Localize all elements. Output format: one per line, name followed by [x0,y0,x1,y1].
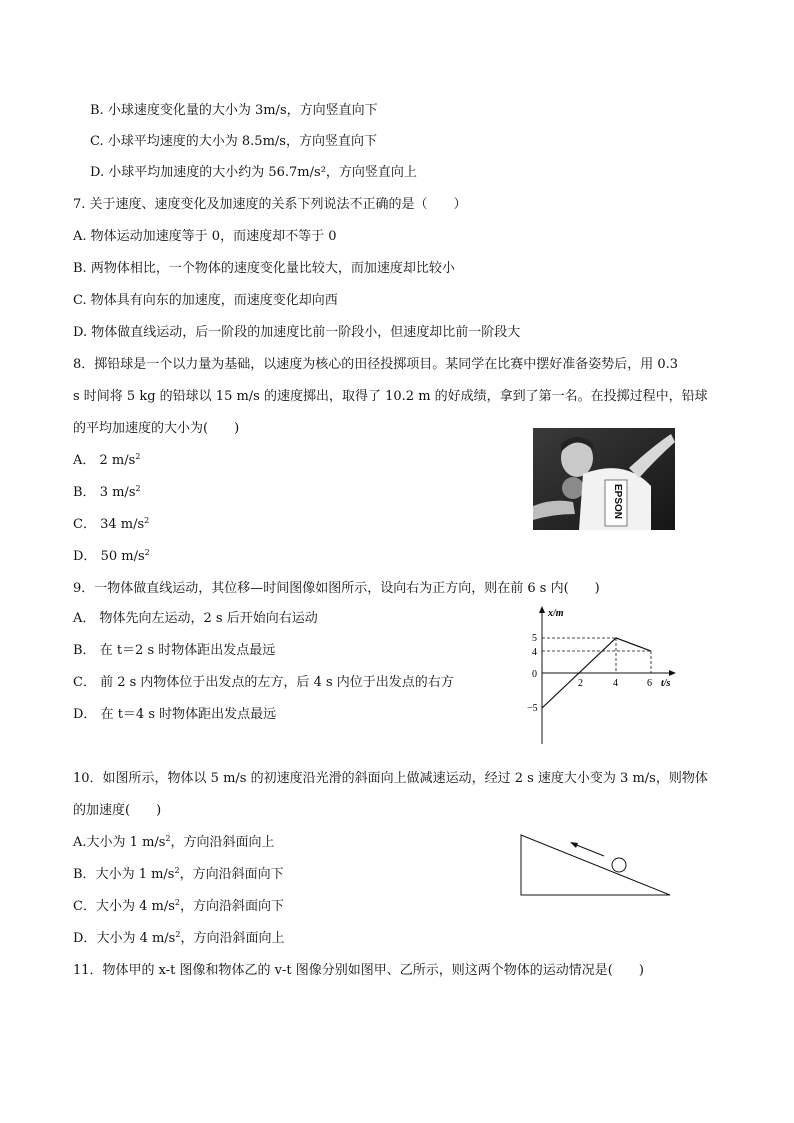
xt-graph [520,604,692,748]
q10-stem-line-1: 10．如图所示，物体以 5 m/s 的初速度沿光滑的斜面向上做减速运动，经过 2 s 速度大小变为 3 m/s，则物体 [73,771,708,786]
xt-graph-svg [520,604,692,748]
q7-stem: 7. 关于速度、速度变化及加速度的关系下列说法不正确的是（ ） [73,197,467,212]
option-text-post: ，方向沿斜面向下 [179,899,284,914]
unit-exponent: 2 [135,484,141,493]
option-text-post: ，方向沿斜面向上 [180,931,285,946]
q9-option-a [73,610,318,628]
unit-exponent: 2 [144,516,150,525]
option-text: 小球平均加速度的大小约为 56.7m/s²，方向竖直向上 [108,165,417,180]
y-tick-label: 4 [532,647,537,658]
incline-diagram-svg [518,832,674,898]
option-label: B． [73,485,96,500]
option-text: 小球平均速度的大小为 8.5m/s，方向竖直向下 [107,134,377,149]
option-text: 物体具有向东的加速度，而速度变化却向西 [90,293,338,308]
y-axis-label: x/m [548,608,564,619]
q9-stem: 9．一物体做直线运动，其位移—时间图像如图所示，设向右为正方向，则在前 6 s 内( ) [73,581,600,596]
option-label: B． [73,867,96,882]
option-label: A. [73,835,87,850]
q8-option-d [73,548,150,566]
q8-stem-line-2: s 时间将 5 kg 的铅球以 15 m/s 的速度掷出，取得了 10.2 m 的好成绩，拿到了第一名。在投掷过程中，铅球 [73,389,708,404]
option-text-pre: 大小为 1 m/s [95,867,175,882]
unit-exponent: 2 [175,930,181,939]
option-label: B． [73,643,96,658]
option-label: B. [90,103,104,118]
q10-stem-line-2: 的加速度( ) [73,803,162,818]
option-text: 前 2 s 内物体位于出发点的左方，后 4 s 内位于出发点的右方 [100,675,454,690]
y-tick-label: 0 [532,669,537,680]
ball [612,858,626,872]
q9-option-b [73,642,275,660]
q8-stem-line-1: 8．掷铅球是一个以力量为基础，以速度为核心的田径投掷项目。某同学在比赛中摆好准备姿势后，用 0.3 [73,357,679,372]
q7-option-b [73,260,455,278]
q7-option-c [73,292,338,310]
option-label: C. [90,134,104,149]
option-text: 物体运动加速度等于 0，而速度却不等于 0 [90,229,337,244]
shot-put-photo-svg [533,428,675,530]
q6-option-c [90,133,377,151]
y-tick-label: 5 [532,633,537,644]
x-tick-label: 4 [613,678,618,689]
q9-option-c [73,674,454,692]
q10-option-a [73,834,275,852]
option-text: 物体做直线运动，后一阶段的加速度比前一阶段小，但速度却比前一阶段大 [91,325,521,340]
q10-option-d [73,930,284,948]
option-text: 两物体相比，一个物体的速度变化量比较大，而加速度却比较小 [90,261,455,276]
velocity-arrow-head [570,842,578,848]
option-text-pre: 大小为 4 m/s [95,899,175,914]
q6-option-d [90,164,417,182]
option-label: C． [73,675,96,690]
q8-option-c [73,516,149,534]
option-value: 50 m/s [100,549,145,564]
x-tick-label: 6 [647,678,652,689]
option-label: D. [90,165,105,180]
option-label: C． [73,899,96,914]
option-text: 在 t＝4 s 时物体距出发点最远 [100,707,277,722]
option-label: A． [73,611,96,626]
q10-option-c [73,898,284,916]
shot-put-photo [533,428,675,530]
unit-exponent: 2 [174,898,180,907]
x-axis-label: t/s [661,678,671,689]
q8-option-a [73,452,140,470]
option-label: D． [73,549,97,564]
option-label: C． [73,517,96,532]
q6-option-b [90,102,378,120]
option-value: 3 m/s [99,485,136,500]
q9-option-d [73,706,276,724]
option-text-pre: 大小为 1 m/s [86,835,166,850]
incline-diagram [518,832,674,898]
option-text: 在 t＝2 s 时物体距出发点最远 [99,643,276,658]
option-label: B. [73,261,87,276]
unit-exponent: 2 [135,452,141,461]
velocity-arrow [574,844,604,856]
y-tick-label: −5 [527,703,538,714]
q11-stem: 11．物体甲的 x-t 图像和物体乙的 v-t 图像分别如图甲、乙所示，则这两个物体的运动情况是( ) [73,963,644,978]
unit-exponent: 2 [174,866,180,875]
incline-triangle [521,835,670,895]
q8-stem-line-3: 的平均加速度的大小为( ) [73,421,240,436]
x-tick-label: 2 [578,678,583,689]
option-value: 2 m/s [99,453,136,468]
x-axis-arrow [669,670,676,676]
option-label: A． [73,453,96,468]
option-text: 物体先向左运动，2 s 后开始向右运动 [99,611,318,626]
option-text-pre: 大小为 4 m/s [96,931,176,946]
option-text-post: ，方向沿斜面向下 [179,867,284,882]
option-text: 小球速度变化量的大小为 3m/s，方向竖直向下 [107,103,378,118]
option-value: 34 m/s [100,517,145,532]
q7-option-d [73,324,520,342]
option-label: D. [73,325,88,340]
unit-exponent: 2 [144,548,150,557]
y-axis-arrow [539,606,545,613]
option-label: D． [73,931,97,946]
q7-option-a [73,228,336,246]
option-label: D． [73,707,97,722]
bib-text: EPSON [612,484,623,520]
option-text-post: ，方向沿斜面向上 [170,835,275,850]
unit-exponent: 2 [165,834,171,843]
option-label: C. [73,293,87,308]
option-label: A. [73,229,87,244]
q8-option-b [73,484,141,502]
q10-option-b [73,866,284,884]
